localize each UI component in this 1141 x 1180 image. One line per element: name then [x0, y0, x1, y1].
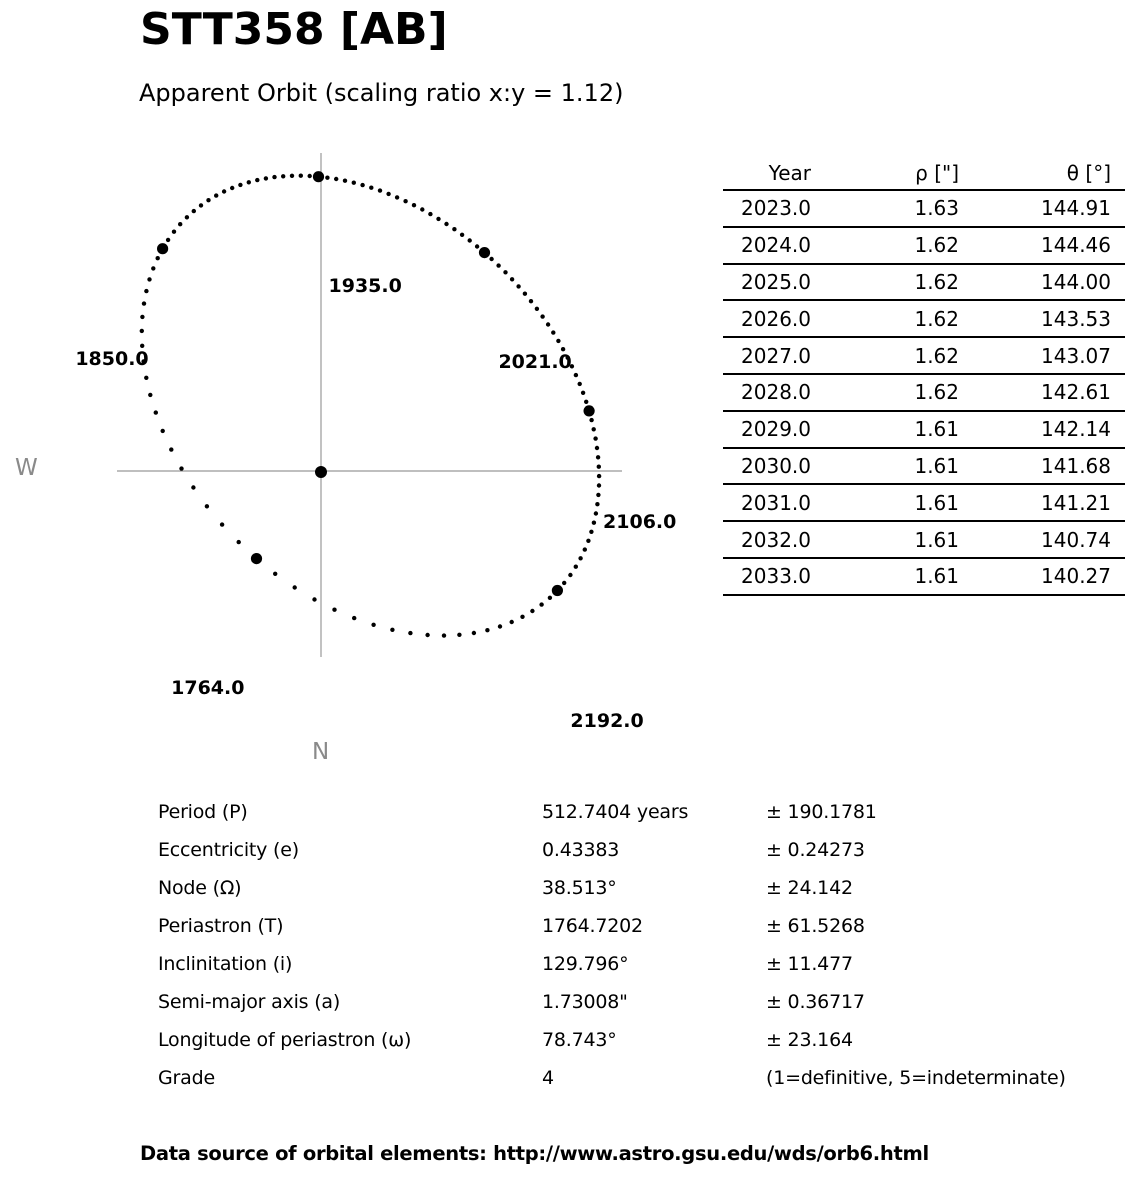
orbit-dot: [191, 485, 195, 489]
orbit-plot: [0, 120, 700, 780]
orbit-dot: [592, 427, 596, 431]
ephemeris-table: [723, 156, 1125, 596]
orbit-dot: [510, 620, 514, 624]
table-row: [723, 265, 1125, 302]
orbit-dot: [593, 436, 597, 440]
cell-theta: 143.07: [1041, 343, 1111, 368]
element-value: 78.743°: [542, 1029, 617, 1051]
column-header-theta: θ [°]: [1066, 160, 1111, 185]
orbit-dot: [597, 465, 601, 469]
cell-year: 2030.0: [741, 453, 811, 478]
element-error: ± 61.5268: [766, 915, 865, 937]
epoch-dot: [552, 585, 563, 596]
element-row: [158, 983, 1141, 1021]
orbit-dot: [594, 511, 598, 515]
orbit-dot: [444, 222, 448, 226]
element-value: 4: [542, 1067, 554, 1089]
epoch-dot: [313, 171, 324, 182]
orbit-dot: [144, 376, 148, 380]
epoch-label-2192: 2192.0: [570, 709, 644, 732]
orbit-dot: [485, 628, 489, 632]
table-row: [723, 449, 1125, 486]
element-value: 1.73008": [542, 991, 628, 1013]
epoch-dot: [251, 553, 262, 564]
cell-rho: 1.62: [914, 233, 959, 258]
orbit-dot: [520, 615, 524, 619]
element-value: 512.7404 years: [542, 801, 689, 823]
orbit-dot: [468, 238, 472, 242]
orbit-dot: [523, 292, 527, 296]
orbit-dot: [592, 521, 596, 525]
orbit-dot: [556, 339, 560, 343]
element-row: [158, 793, 1141, 831]
element-error: ± 24.142: [766, 877, 853, 899]
table-row: [723, 301, 1125, 338]
orbital-elements-list: [158, 793, 1141, 1097]
orbit-dot: [589, 418, 593, 422]
element-row: [158, 831, 1141, 869]
cell-rho: 1.61: [914, 564, 959, 589]
orbit-dot: [574, 373, 578, 377]
orbit-dot: [452, 227, 456, 231]
cell-theta: 144.91: [1041, 196, 1111, 221]
orbit-dot: [169, 447, 173, 451]
orbit-dot: [161, 429, 165, 433]
orbit-dot: [264, 176, 268, 180]
cell-rho: 1.62: [914, 380, 959, 405]
orbit-dot: [166, 238, 170, 242]
orbit-dot: [332, 608, 336, 612]
orbit-dot: [290, 174, 294, 178]
epoch-label-1850: 1850.0: [75, 347, 149, 370]
orbit-dot: [503, 270, 507, 274]
cell-year: 2029.0: [741, 417, 811, 442]
cell-rho: 1.61: [914, 490, 959, 515]
orbit-dot: [147, 277, 151, 281]
cell-theta: 140.27: [1041, 564, 1111, 589]
element-value: 129.796°: [542, 953, 629, 975]
element-error: ± 190.1781: [766, 801, 877, 823]
element-value: 0.43383: [542, 839, 620, 861]
cell-rho: 1.61: [914, 527, 959, 552]
cell-year: 2032.0: [741, 527, 811, 552]
column-header-rho: ρ ["]: [915, 160, 959, 185]
orbit-dot: [390, 628, 394, 632]
orbit-dot: [179, 466, 183, 470]
element-label: Periastron (T): [158, 915, 284, 937]
plot-subtitle: Apparent Orbit (scaling ratio x:y = 1.12): [139, 79, 624, 107]
cell-theta: 143.53: [1041, 306, 1111, 331]
north-direction-label: N: [312, 739, 330, 765]
cell-year: 2023.0: [741, 196, 811, 221]
orbit-dot: [299, 174, 303, 178]
orbit-dot: [148, 393, 152, 397]
orbit-dot: [535, 307, 539, 311]
primary-star-dot: [315, 466, 327, 478]
orbit-dot: [230, 186, 234, 190]
cell-year: 2033.0: [741, 564, 811, 589]
orbit-dot: [472, 631, 476, 635]
orbit-dot: [425, 633, 429, 637]
table-row: [723, 375, 1125, 412]
table-row: [723, 228, 1125, 265]
orbit-dot: [442, 633, 446, 637]
orbit-dot: [529, 299, 533, 303]
orbit-dot: [584, 400, 588, 404]
orbit-dot: [151, 266, 155, 270]
table-row: [723, 191, 1125, 228]
epoch-dot: [584, 405, 595, 416]
orbit-dot: [238, 183, 242, 187]
cell-theta: 141.21: [1041, 490, 1111, 515]
orbit-dot: [539, 602, 543, 606]
orbit-dot: [192, 209, 196, 213]
cell-rho: 1.61: [914, 417, 959, 442]
orbit-dot: [510, 277, 514, 281]
element-row: [158, 945, 1141, 983]
orbit-dot: [412, 203, 416, 207]
orbit-dot: [568, 573, 572, 577]
orbit-dot: [551, 330, 555, 334]
element-label: Inclinitation (i): [158, 953, 293, 975]
orbit-dot: [436, 217, 440, 221]
orbit-dot: [369, 186, 373, 190]
orbit-dot: [498, 624, 502, 628]
orbit-dot: [583, 547, 587, 551]
orbit-dot: [548, 596, 552, 600]
cell-rho: 1.62: [914, 269, 959, 294]
element-error: ± 11.477: [766, 953, 853, 975]
element-label: Grade: [158, 1067, 215, 1089]
orbit-dot: [562, 581, 566, 585]
orbit-dot: [530, 609, 534, 613]
element-label: Semi-major axis (a): [158, 991, 341, 1013]
cell-year: 2027.0: [741, 343, 811, 368]
cell-rho: 1.63: [914, 196, 959, 221]
cell-year: 2024.0: [741, 233, 811, 258]
element-value: 38.513°: [542, 877, 617, 899]
data-source-footer: Data source of orbital elements: http://www.astro.gsu.edu/wds/orb6.html: [140, 1142, 929, 1165]
orbit-time-dots: [140, 174, 602, 638]
orbit-dot: [172, 230, 176, 234]
orbit-dot: [222, 189, 226, 193]
orbit-dot: [581, 391, 585, 395]
page-title: STT358 [AB]: [140, 4, 448, 55]
orbit-dot: [586, 539, 590, 543]
orbit-dot: [574, 565, 578, 569]
orbit-dot: [496, 263, 500, 267]
orbit-dot: [178, 222, 182, 226]
table-header-row: [723, 156, 1125, 191]
table-row: [723, 338, 1125, 375]
orbit-dot: [540, 314, 544, 318]
orbit-dot: [140, 315, 144, 319]
orbit-dot: [546, 322, 550, 326]
orbit-dot: [596, 493, 600, 497]
table-row: [723, 485, 1125, 522]
epoch-label-1935: 1935.0: [328, 274, 402, 297]
cell-theta: 144.00: [1041, 269, 1111, 294]
element-row: [158, 869, 1141, 907]
cell-rho: 1.61: [914, 453, 959, 478]
orbit-dot: [142, 301, 146, 305]
cell-year: 2025.0: [741, 269, 811, 294]
epoch-dot: [157, 243, 168, 254]
cell-year: 2031.0: [741, 490, 811, 515]
orbit-dot: [395, 195, 399, 199]
epoch-marker-dots: [157, 171, 595, 596]
orbit-dot: [597, 483, 601, 487]
element-label: Node (Ω): [158, 877, 242, 899]
orbit-dot: [205, 504, 209, 508]
cell-theta: 142.14: [1041, 417, 1111, 442]
table-row: [723, 522, 1125, 559]
orbit-dot: [589, 530, 593, 534]
orbit-dot: [343, 179, 347, 183]
orbit-dot: [308, 174, 312, 178]
orbit-dot: [237, 540, 241, 544]
column-header-year: Year: [768, 160, 811, 185]
orbit-dot: [420, 207, 424, 211]
orbit-dot: [597, 474, 601, 478]
cell-theta: 141.68: [1041, 453, 1111, 478]
orbit-dot: [596, 455, 600, 459]
element-error: ± 0.36717: [766, 991, 865, 1013]
orbit-dot: [489, 257, 493, 261]
orbit-dot: [516, 284, 520, 288]
orbit-dot: [408, 631, 412, 635]
cell-rho: 1.62: [914, 306, 959, 331]
element-row: [158, 1059, 1141, 1097]
orbit-dot: [578, 382, 582, 386]
element-label: Longitude of periastron (ω): [158, 1029, 412, 1051]
orbit-dot: [460, 233, 464, 237]
epoch-label-2106: 2106.0: [603, 510, 677, 533]
orbit-dot: [595, 502, 599, 506]
orbit-dot: [352, 181, 356, 185]
orbit-dot: [140, 329, 144, 333]
element-error: (1=definitive, 5=indeterminate): [766, 1067, 1066, 1089]
cell-theta: 144.46: [1041, 233, 1111, 258]
table-row: [723, 559, 1125, 596]
orbit-dot: [272, 175, 276, 179]
cell-theta: 142.61: [1041, 380, 1111, 405]
orbit-dot: [293, 585, 297, 589]
orbit-dot: [334, 177, 338, 181]
element-error: ± 0.24273: [766, 839, 865, 861]
orbit-dot: [154, 410, 158, 414]
orbit-dot: [428, 212, 432, 216]
cell-theta: 140.74: [1041, 527, 1111, 552]
orbit-dot: [312, 597, 316, 601]
orbit-dot: [199, 203, 203, 207]
epoch-label-2021: 2021.0: [498, 350, 572, 373]
element-value: 1764.7202: [542, 915, 643, 937]
element-label: Eccentricity (e): [158, 839, 299, 861]
west-direction-label: W: [15, 455, 38, 481]
orbit-dot: [144, 289, 148, 293]
orbit-dot: [475, 244, 479, 248]
orbit-dot: [281, 174, 285, 178]
orbit-dot: [360, 183, 364, 187]
orbit-dot: [214, 193, 218, 197]
orbit-dot: [273, 572, 277, 576]
epoch-label-1764: 1764.0: [171, 676, 245, 699]
element-row: [158, 907, 1141, 945]
epoch-dot: [479, 247, 490, 258]
orbit-dot: [595, 446, 599, 450]
orbit-dot: [371, 623, 375, 627]
orbit-dot: [386, 192, 390, 196]
cell-rho: 1.62: [914, 343, 959, 368]
orbit-dot: [255, 178, 259, 182]
orbit-dot: [220, 522, 224, 526]
element-row: [158, 1021, 1141, 1059]
element-label: Period (P): [158, 801, 248, 823]
orbit-dot: [578, 556, 582, 560]
orbit-dot: [352, 616, 356, 620]
orbit-dot: [403, 199, 407, 203]
orbit-dot: [378, 188, 382, 192]
orbit-dot: [247, 180, 251, 184]
orbit-dot: [185, 215, 189, 219]
table-row: [723, 412, 1125, 449]
cell-year: 2028.0: [741, 380, 811, 405]
orbit-dot: [457, 633, 461, 637]
orbit-dot: [325, 176, 329, 180]
orbit-dot: [206, 198, 210, 202]
orbit-dot: [156, 256, 160, 260]
cell-year: 2026.0: [741, 306, 811, 331]
element-error: ± 23.164: [766, 1029, 853, 1051]
